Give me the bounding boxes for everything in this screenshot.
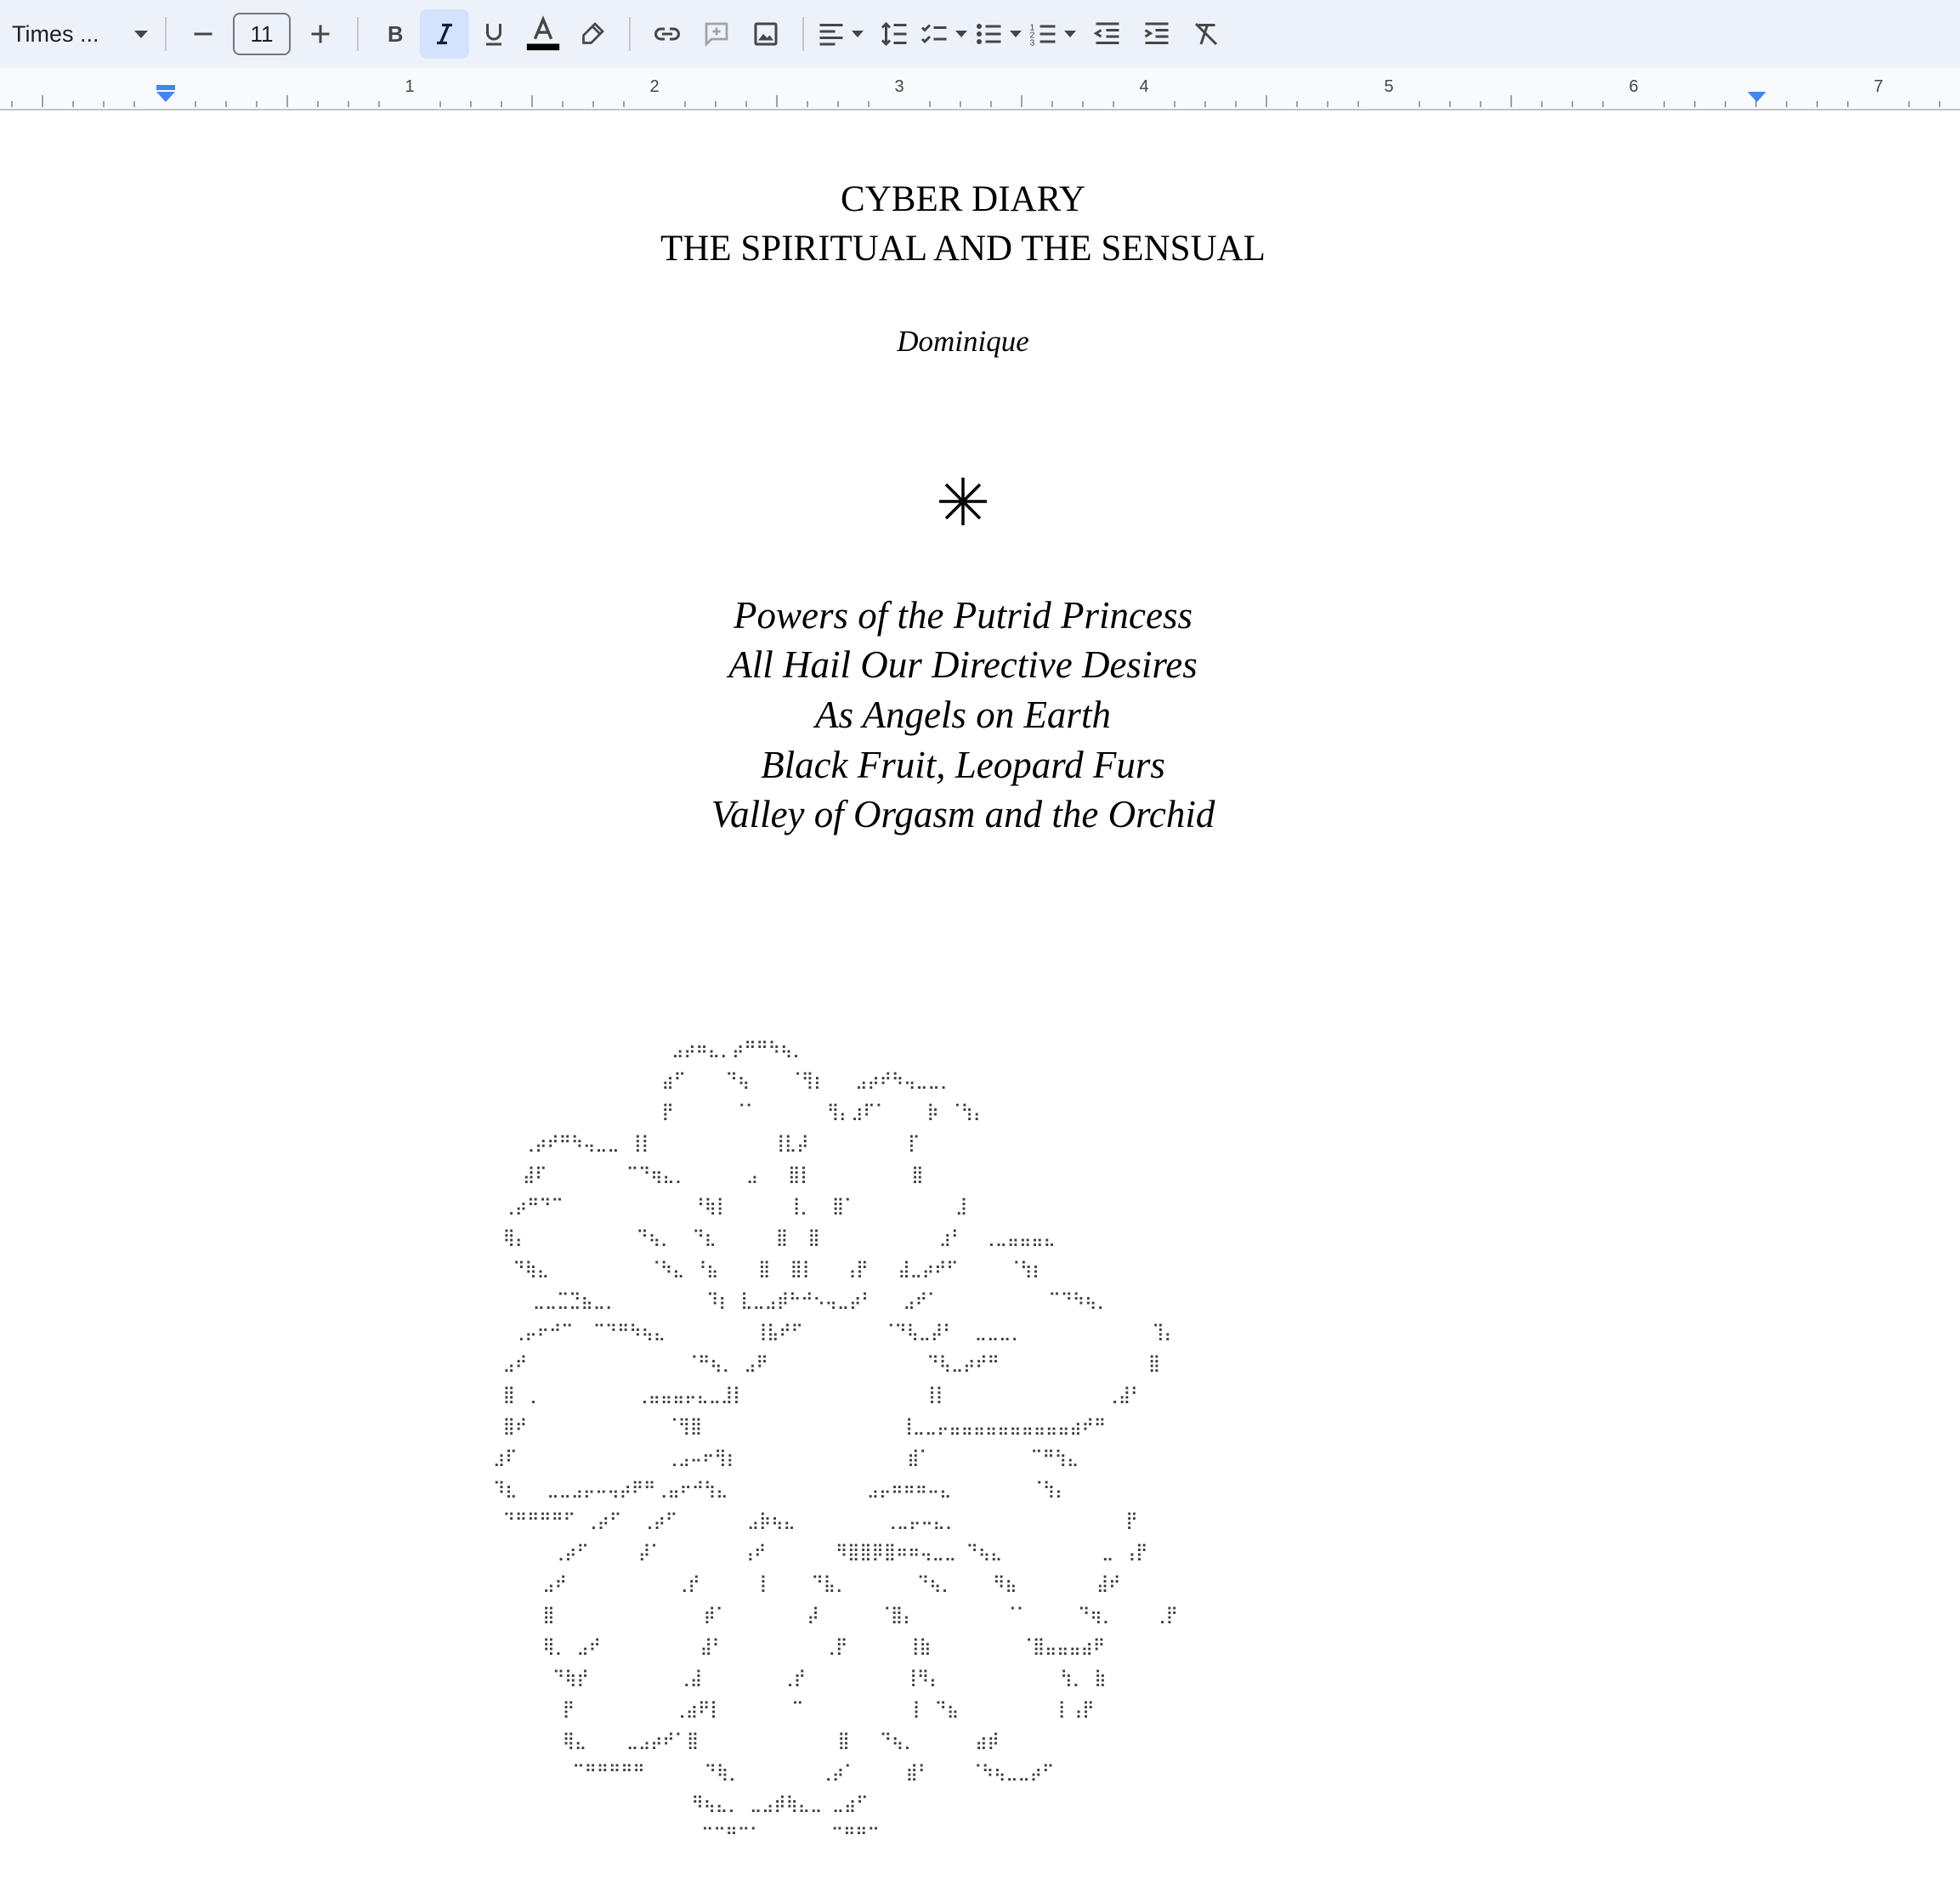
ruler-ticks: [0, 68, 1960, 109]
bold-icon: [380, 19, 411, 49]
checklist-icon: [920, 19, 950, 49]
document-title-line-2: THE SPIRITUAL AND THE SENSUAL: [660, 229, 1266, 269]
line-spacing-icon: [880, 19, 910, 49]
chevron-down-icon: [955, 31, 967, 37]
font-size-input[interactable]: 11: [233, 13, 291, 55]
image-icon: [751, 19, 781, 49]
toolbar-divider: [629, 17, 631, 51]
minus-icon: [188, 19, 218, 49]
increase-indent-icon: [1141, 19, 1172, 49]
insert-image-button[interactable]: [741, 9, 790, 59]
poem-line-5: Valley of Orgasm and the Orchid: [711, 793, 1215, 835]
line-spacing-button[interactable]: [870, 9, 920, 59]
chevron-down-icon: [1010, 31, 1022, 37]
ruler-label-4: 4: [1139, 77, 1149, 96]
star-separator-icon: [938, 476, 988, 527]
text-color-button[interactable]: [518, 9, 568, 59]
left-indent-marker[interactable]: [156, 85, 175, 102]
font-family-dropdown[interactable]: [12, 9, 153, 59]
increase-indent-button[interactable]: [1132, 9, 1181, 59]
ruler-label-2: 2: [649, 77, 660, 96]
horizontal-ruler[interactable]: [0, 68, 1960, 110]
ruler-label-1: 1: [405, 77, 415, 96]
toolbar-divider: [357, 17, 359, 51]
decrease-indent-button[interactable]: [1083, 9, 1132, 59]
document-title-line-1: CYBER DIARY: [841, 179, 1085, 219]
svg-text:B: B: [388, 23, 404, 47]
decrease-font-size-button[interactable]: [178, 9, 228, 59]
underline-button[interactable]: [469, 9, 518, 59]
numbered-list-icon: [1028, 19, 1059, 49]
numbered-list-dropdown[interactable]: [1028, 9, 1083, 59]
align-left-icon: [816, 19, 847, 49]
chevron-down-icon: [134, 31, 148, 38]
document-page[interactable]: [0, 110, 1960, 1880]
ascii-flower-art: ⣠⡴⠶⣄⡀⡴⠛⠛⠳⢦⡀ ⣴⠋ ⠙⢦ ⠈⢻⡆ ⣠⡴⠞⠳⢤⣀⣀⡀ ⡟ ⠈⠁ ⢻⡄⣰⠏⠁ ⡷ ⠈⢳⡄ ⢀⡴⠞⠛⠳⢤⣀⣀ ⢸⡇ ⢸⣇⡼ ⡏ ⣼⠏ ⠉⠙⢶⣄⡀ ⣠ ⣿⡇ ⣿ ⢀⡴⠛⠙⠉ ⠘⢷⡇ ⢸⡀ ⣿⠁ ⣸ ⢿⡄ ⠙⢦⡀ ⠙⣆ ⣿ ⣿ ⣰⠃ ⢀⣀⣤⣤⣤⣄ ⠙⢷⣄ ⠈⠳⣄ ⠘⣦ ⣿ ⣿⡇ ⢠⡟ ⣼⣀⡴⠞⠋ ⠈⢳⡆ ⣀⣀⣉⣙⣦⣀⡀ ⠹⡆ ⣇⣀⣠⡾⠓⠚⠢⢤⣀⡴⠃ ⣠⠞⠁ ⠉⠙⠳⢦⡀ ⢀⡤⠖⠚⠉ ⠉⠙⠛⠳⢦⣄ ⢸⣧⠞⠋ ⠈⠙⢧⣀⡼⠃ ⣀⣀⣀⡀ ⢹⡄ ⣠⠞ ⠈⠛⢦⡀ ⣠⠟ ⠙⢧⣀⡴⠞⠛ ⣿ ⣿ ⢀ ⢀⣤⣤⣤⡤⣄⣀⣸⡇ ⢸⡇ ⢀⣼⠃ ⣿⠞ ⠈⢻⣿ ⢸⣀⣀⡤⣤⣤⣤⣤⣤⣤⣤⣤⣤⣤⣴⠞⠛ ⣰⠏ ⢀⣠⠤⠖⢻⡆ ⣾⠁ ⠉⠛⢳⣄ ⠹⣆ ⣀⣀⣠⡤⠤⢤⡴⠟⠛⢀⣤⠖⠚⢳⣄ ⣠⡤⠶⠶⠶⠤⣄ ⠈⢳⡄ ⠙⠛⠛⠛⠛⠋ ⢀⡴⠋ ⢀⡴⠋ ⣠⡷⢦⣄ ⢀⣀⡤⠤⣄⡀ ⡟ ⢀⡴⠋ ⡼⠁ ⢠⠞ ⠻⣿⣿⡿⣿⠶⠶⢤⣀⣀ ⠙⢦⣄ ⣀ ⢠⡟ ⣠⠞ ⢀⡞ ⡇ ⠙⣧⡀ ⠙⢦⡀ ⠻⣦ ⣼⠞ ⣿ ⡾⠁ ⡼ ⠈⣿⡄ ⠈⠁ ⠙⢶⡀ ⢀⡟ ⢿⡀ ⣠⠞ ⣼⠃ ⢀⡟ ⢸⣷ ⠈⣿⣤⣤⣤⣴⠟ ⠙⢷⡞ ⢀⣼ ⢀⡞ ⢸⠻⡄ ⢳⡀ ⣷ ⡟ ⢀⣴⠟⡇ ⠉ ⡇ ⠙⣦ ⡇⢠⡟ ⢿⣄ ⣀⣠⡴⠞⠁⣿ ⣿ ⠙⢦⡀ ⣴⡾ ⠉⠛⠛⠛⠛⠛ ⠙⢷⡀ ⢀⡴⠁ ⣾⠃ ⠈⠳⢦⣀⣀⡴⠋ ⠻⢦⣄⡀ ⣀⣠⡾⢷⣄⣀ ⣀⣴⠋ ⠉⠉⠛⠉⠁ ⠉⠛⠛⠉: [493, 1039, 1178, 1844]
checklist-dropdown[interactable]: [920, 9, 974, 59]
chevron-down-icon: [852, 31, 864, 37]
ruler-label-6: 6: [1629, 77, 1639, 96]
poem-line-2: All Hail Our Directive Desires: [728, 643, 1198, 686]
ruler-label-3: 3: [894, 77, 904, 96]
text-color-icon: [524, 14, 563, 54]
add-comment-icon: [701, 19, 732, 49]
italic-icon: [429, 19, 460, 49]
poem-line-3: As Angels on Earth: [815, 694, 1111, 736]
add-comment-button[interactable]: [692, 9, 741, 59]
plus-icon: [305, 19, 336, 49]
ruler-label-5: 5: [1384, 77, 1394, 96]
toolbar-divider: [165, 17, 167, 51]
poem-line-1: Powers of the Putrid Princess: [734, 594, 1192, 637]
formatting-toolbar: [0, 0, 1960, 68]
align-dropdown[interactable]: [816, 9, 870, 59]
clear-formatting-button[interactable]: [1181, 9, 1231, 59]
decrease-indent-icon: [1092, 19, 1123, 49]
increase-font-size-button[interactable]: [296, 9, 345, 59]
insert-link-button[interactable]: [643, 9, 692, 59]
svg-text:3: 3: [1029, 37, 1035, 48]
clear-formatting-icon: [1191, 19, 1221, 49]
bold-button[interactable]: [371, 9, 420, 59]
right-indent-marker[interactable]: [1748, 92, 1766, 102]
underline-icon: [479, 19, 509, 49]
poem-line-4: Black Fruit, Leopard Furs: [761, 744, 1165, 786]
italic-button[interactable]: [420, 9, 469, 59]
highlighter-icon: [577, 19, 608, 49]
highlight-color-button[interactable]: [568, 9, 617, 59]
ruler-label-7: 7: [1873, 77, 1884, 96]
bulleted-list-dropdown[interactable]: [974, 9, 1028, 59]
document-author: Dominique: [897, 325, 1029, 358]
font-family-label: Times ...: [12, 20, 99, 47]
toolbar-divider: [802, 17, 804, 51]
chevron-down-icon: [1064, 31, 1076, 37]
link-icon: [652, 19, 683, 49]
bulleted-list-icon: [974, 19, 1005, 49]
svg-text:2: 2: [1029, 30, 1035, 41]
svg-text:1: 1: [1029, 22, 1035, 33]
